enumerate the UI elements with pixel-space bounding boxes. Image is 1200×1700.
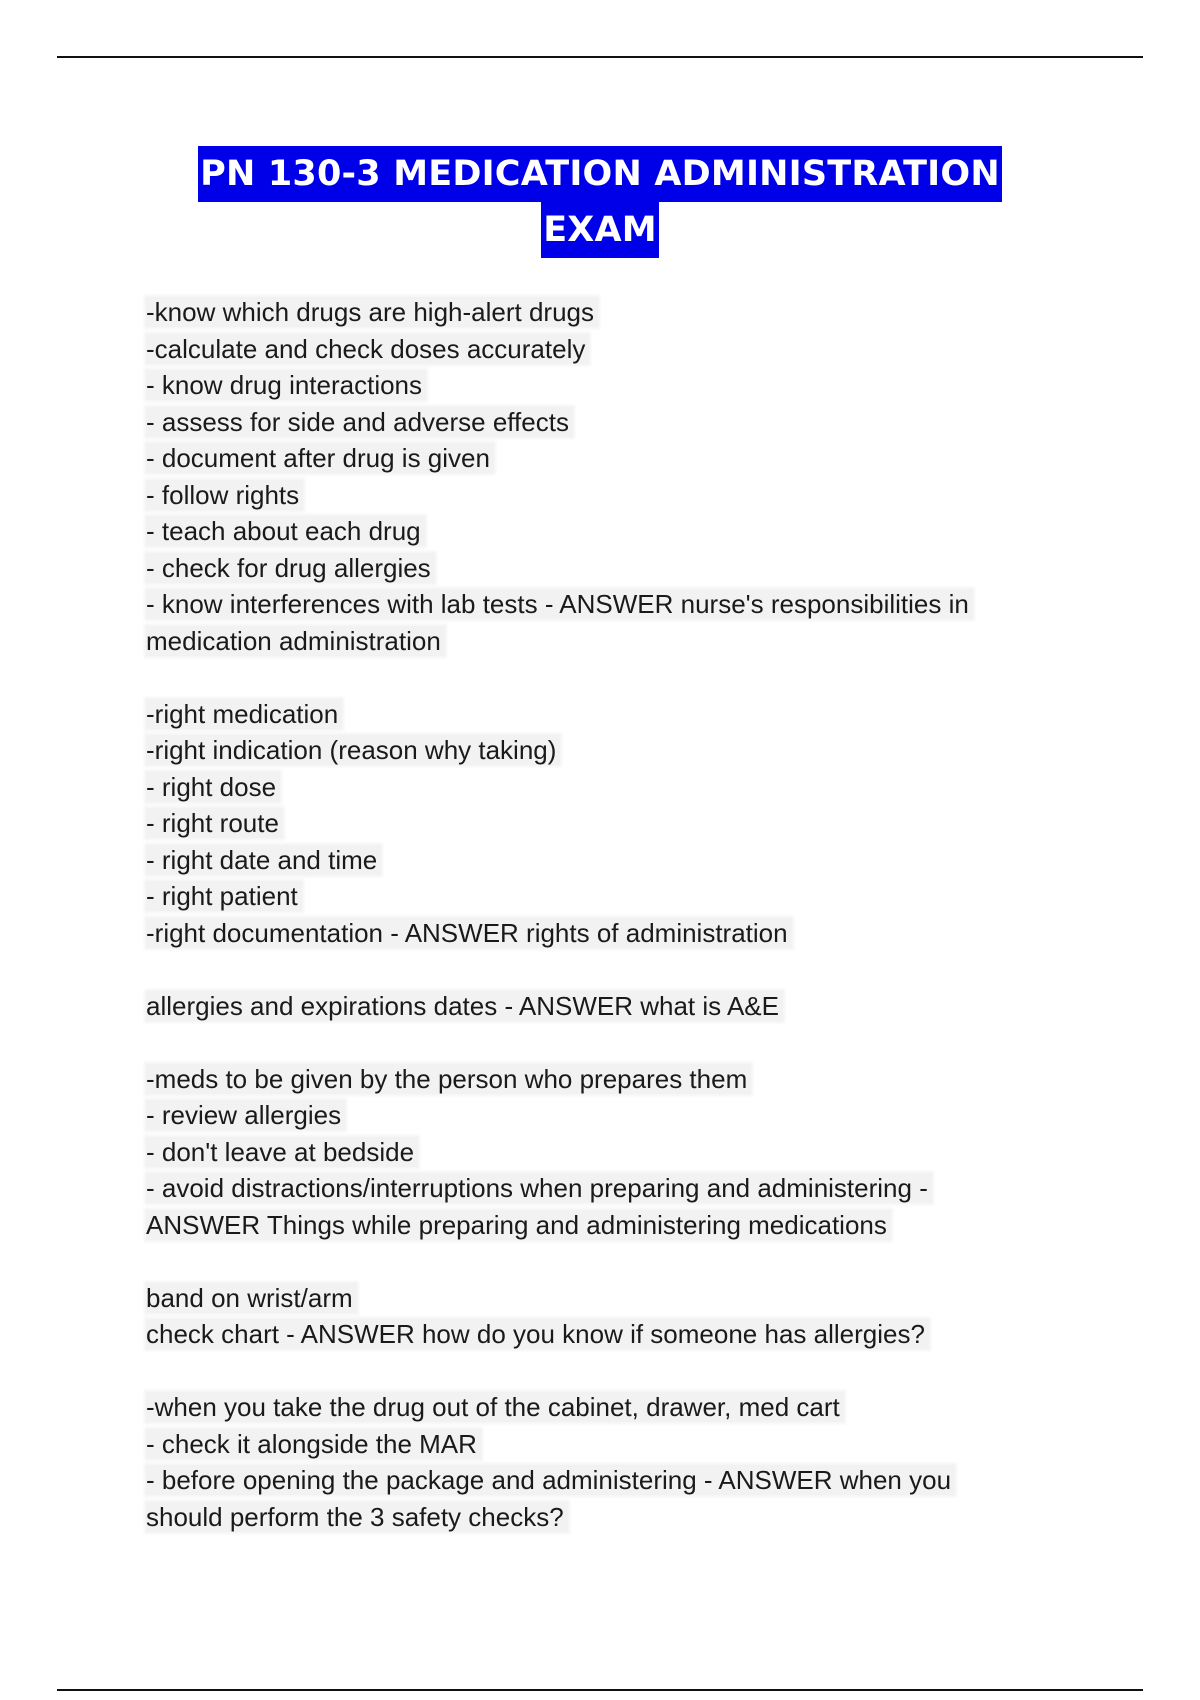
card-line: -right documentation - ANSWER rights of administration — [146, 915, 1066, 952]
card-line: -know which drugs are high-alert drugs — [146, 294, 1066, 331]
card-line: - know interferences with lab tests - ANSWER nurse's responsibilities in — [146, 586, 1066, 623]
card-spacer — [146, 1353, 1066, 1390]
card-line: -meds to be given by the person who prepares them — [146, 1061, 1066, 1098]
card-line: - right patient — [146, 878, 1066, 915]
flashcard — [146, 1061, 1066, 1244]
flashcard-list — [146, 294, 1066, 1535]
card-line: - right dose — [146, 769, 1066, 806]
card-line: - review allergies — [146, 1097, 1066, 1134]
flashcard — [146, 1280, 1066, 1353]
flashcard — [146, 294, 1066, 659]
card-line: band on wrist/arm — [146, 1280, 1066, 1317]
card-line: - avoid distractions/interruptions when preparing and administering - — [146, 1170, 1066, 1207]
card-line: - right route — [146, 805, 1066, 842]
flashcard — [146, 1389, 1066, 1535]
card-line: - don't leave at bedside — [146, 1134, 1066, 1171]
card-line: check chart - ANSWER how do you know if someone has allergies? — [146, 1316, 1066, 1353]
card-line: medication administration — [146, 623, 1066, 660]
card-line: - right date and time — [146, 842, 1066, 879]
flashcard — [146, 988, 1066, 1025]
page-title — [0, 146, 1200, 258]
card-line: should perform the 3 safety checks? — [146, 1499, 1066, 1536]
card-line: ANSWER Things while preparing and administering medications — [146, 1207, 1066, 1244]
card-line: - check it alongside the MAR — [146, 1426, 1066, 1463]
card-line: -calculate and check doses accurately — [146, 331, 1066, 368]
card-line: - document after drug is given — [146, 440, 1066, 477]
card-line: -right medication — [146, 696, 1066, 733]
card-spacer — [146, 659, 1066, 696]
card-line: -when you take the drug out of the cabinet, drawer, med cart — [146, 1389, 1066, 1426]
bottom-rule — [57, 1689, 1143, 1691]
card-spacer — [146, 1024, 1066, 1061]
card-spacer — [146, 951, 1066, 988]
flashcard — [146, 696, 1066, 952]
card-line: allergies and expirations dates - ANSWER what is A&E — [146, 988, 1066, 1025]
card-line: - follow rights — [146, 477, 1066, 514]
card-line: - before opening the package and administering - ANSWER when you — [146, 1462, 1066, 1499]
card-line: - teach about each drug — [146, 513, 1066, 550]
card-line: - assess for side and adverse effects — [146, 404, 1066, 441]
title-line-2: EXAM — [541, 202, 659, 258]
card-spacer — [146, 1243, 1066, 1280]
card-line: - check for drug allergies — [146, 550, 1066, 587]
top-rule — [57, 56, 1143, 58]
title-line-1: PN 130-3 MEDICATION ADMINISTRATION — [198, 146, 1002, 202]
card-line: - know drug interactions — [146, 367, 1066, 404]
card-line: -right indication (reason why taking) — [146, 732, 1066, 769]
